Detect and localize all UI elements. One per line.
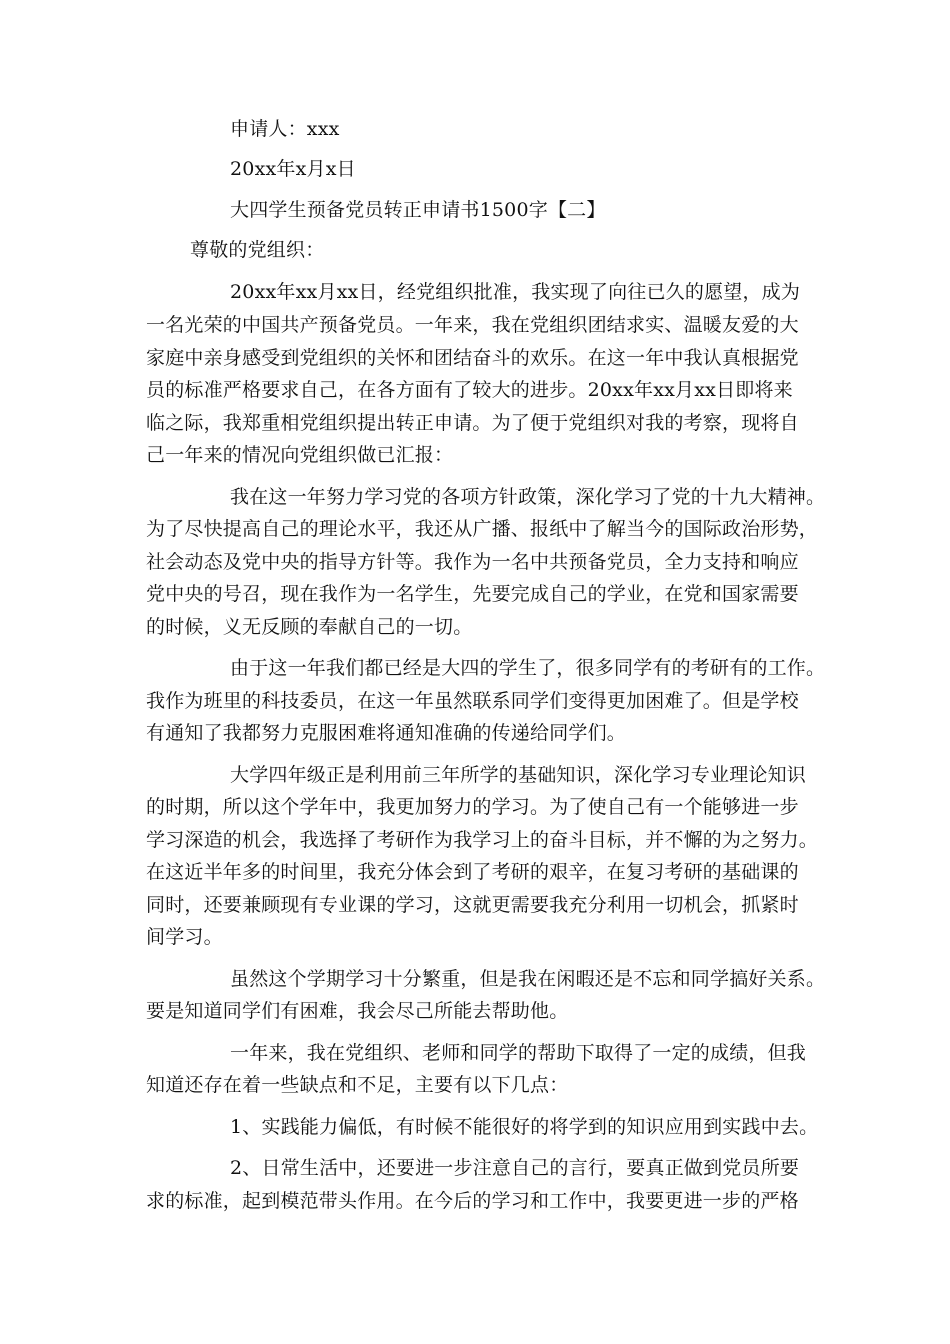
list-item: 2、日常生活中，还要进一步注意自己的言行，要真正做到党员所要 bbox=[230, 1157, 800, 1179]
paragraph-line: 知道还存在着一些缺点和不足，主要有以下几点： bbox=[146, 1074, 569, 1096]
paragraph-line: 我作为班里的科技委员，在这一年虽然联系同学们变得更加困难了。但是学校 bbox=[146, 690, 799, 712]
applicant-line: 申请人：xxx bbox=[230, 118, 340, 140]
paragraph-line: 有通知了我都努力克服困难将通知准确的传递给同学们。 bbox=[146, 722, 627, 744]
paragraph-line: 家庭中亲身感受到党组织的关怀和团结奋斗的欢乐。在这一年中我认真根据党 bbox=[146, 347, 799, 369]
paragraph-line: 社会动态及党中央的指导方针等。我作为一名中共预备党员，全力支持和响应 bbox=[146, 551, 799, 573]
date-line: 20xx年x月x日 bbox=[230, 158, 356, 180]
paragraph-line: 在这近半年多的时间里，我充分体会到了考研的艰辛，在复习考研的基础课的 bbox=[146, 861, 799, 883]
paragraph-line: 一名光荣的中国共产预备党员。一年来，我在党组织团结求实、温暖友爱的大 bbox=[146, 314, 799, 336]
paragraph-line: 为了尽快提高自己的理论水平，我还从广播、报纸中了解当今的国际政治形势， bbox=[146, 518, 819, 540]
paragraph-line: 党中央的号召，现在我作为一名学生，先要完成自己的学业，在党和国家需要 bbox=[146, 583, 799, 605]
paragraph-line: 我在这一年努力学习党的各项方针政策，深化学习了党的十九大精神。 bbox=[230, 486, 826, 508]
paragraph-line: 求的标准，起到模范带头作用。在今后的学习和工作中，我要更进一步的严格 bbox=[146, 1190, 799, 1212]
paragraph-line: 大学四年级正是利用前三年所学的基础知识，深化学习专业理论知识 bbox=[230, 764, 807, 786]
salutation: 尊敬的党组织： bbox=[190, 239, 325, 261]
paragraph-line: 的时期，所以这个学年中，我更加努力的学习。为了使自己有一个能够进一步 bbox=[146, 796, 799, 818]
paragraph-line: 20xx年xx月xx日，经党组织批准，我实现了向往已久的愿望，成为 bbox=[230, 281, 801, 303]
paragraph-line: 虽然这个学期学习十分繁重，但是我在闲暇还是不忘和同学搞好关系。 bbox=[230, 968, 826, 990]
paragraph-line: 一年来，我在党组织、老师和同学的帮助下取得了一定的成绩，但我 bbox=[230, 1042, 807, 1064]
paragraph-line: 己一年来的情况向党组织做已汇报： bbox=[146, 444, 454, 466]
paragraph-line: 临之际，我郑重相党组织提出转正申请。为了便于党组织对我的考察，现将自 bbox=[146, 412, 799, 434]
paragraph-line: 的时候，义无反顾的奉献自己的一切。 bbox=[146, 616, 473, 638]
section-title: 大四学生预备党员转正申请书1500字【二】 bbox=[230, 199, 606, 221]
paragraph-line: 由于这一年我们都已经是大四的学生了，很多同学有的考研有的工作。 bbox=[230, 657, 826, 679]
list-item: 1、实践能力偏低，有时候不能很好的将学到的知识应用到实践中去。 bbox=[230, 1116, 819, 1138]
paragraph-line: 学习深造的机会，我选择了考研作为我学习上的奋斗目标，并不懈的为之努力。 bbox=[146, 829, 819, 851]
paragraph-line: 要是知道同学们有困难，我会尽己所能去帮助他。 bbox=[146, 1000, 569, 1022]
paragraph-line: 员的标准严格要求自己，在各方面有了较大的进步。20xx年xx月xx日即将来 bbox=[146, 379, 793, 401]
paragraph-line: 间学习。 bbox=[146, 926, 223, 948]
paragraph-line: 同时，还要兼顾现有专业课的学习，这就更需要我充分利用一切机会，抓紧时 bbox=[146, 894, 799, 916]
